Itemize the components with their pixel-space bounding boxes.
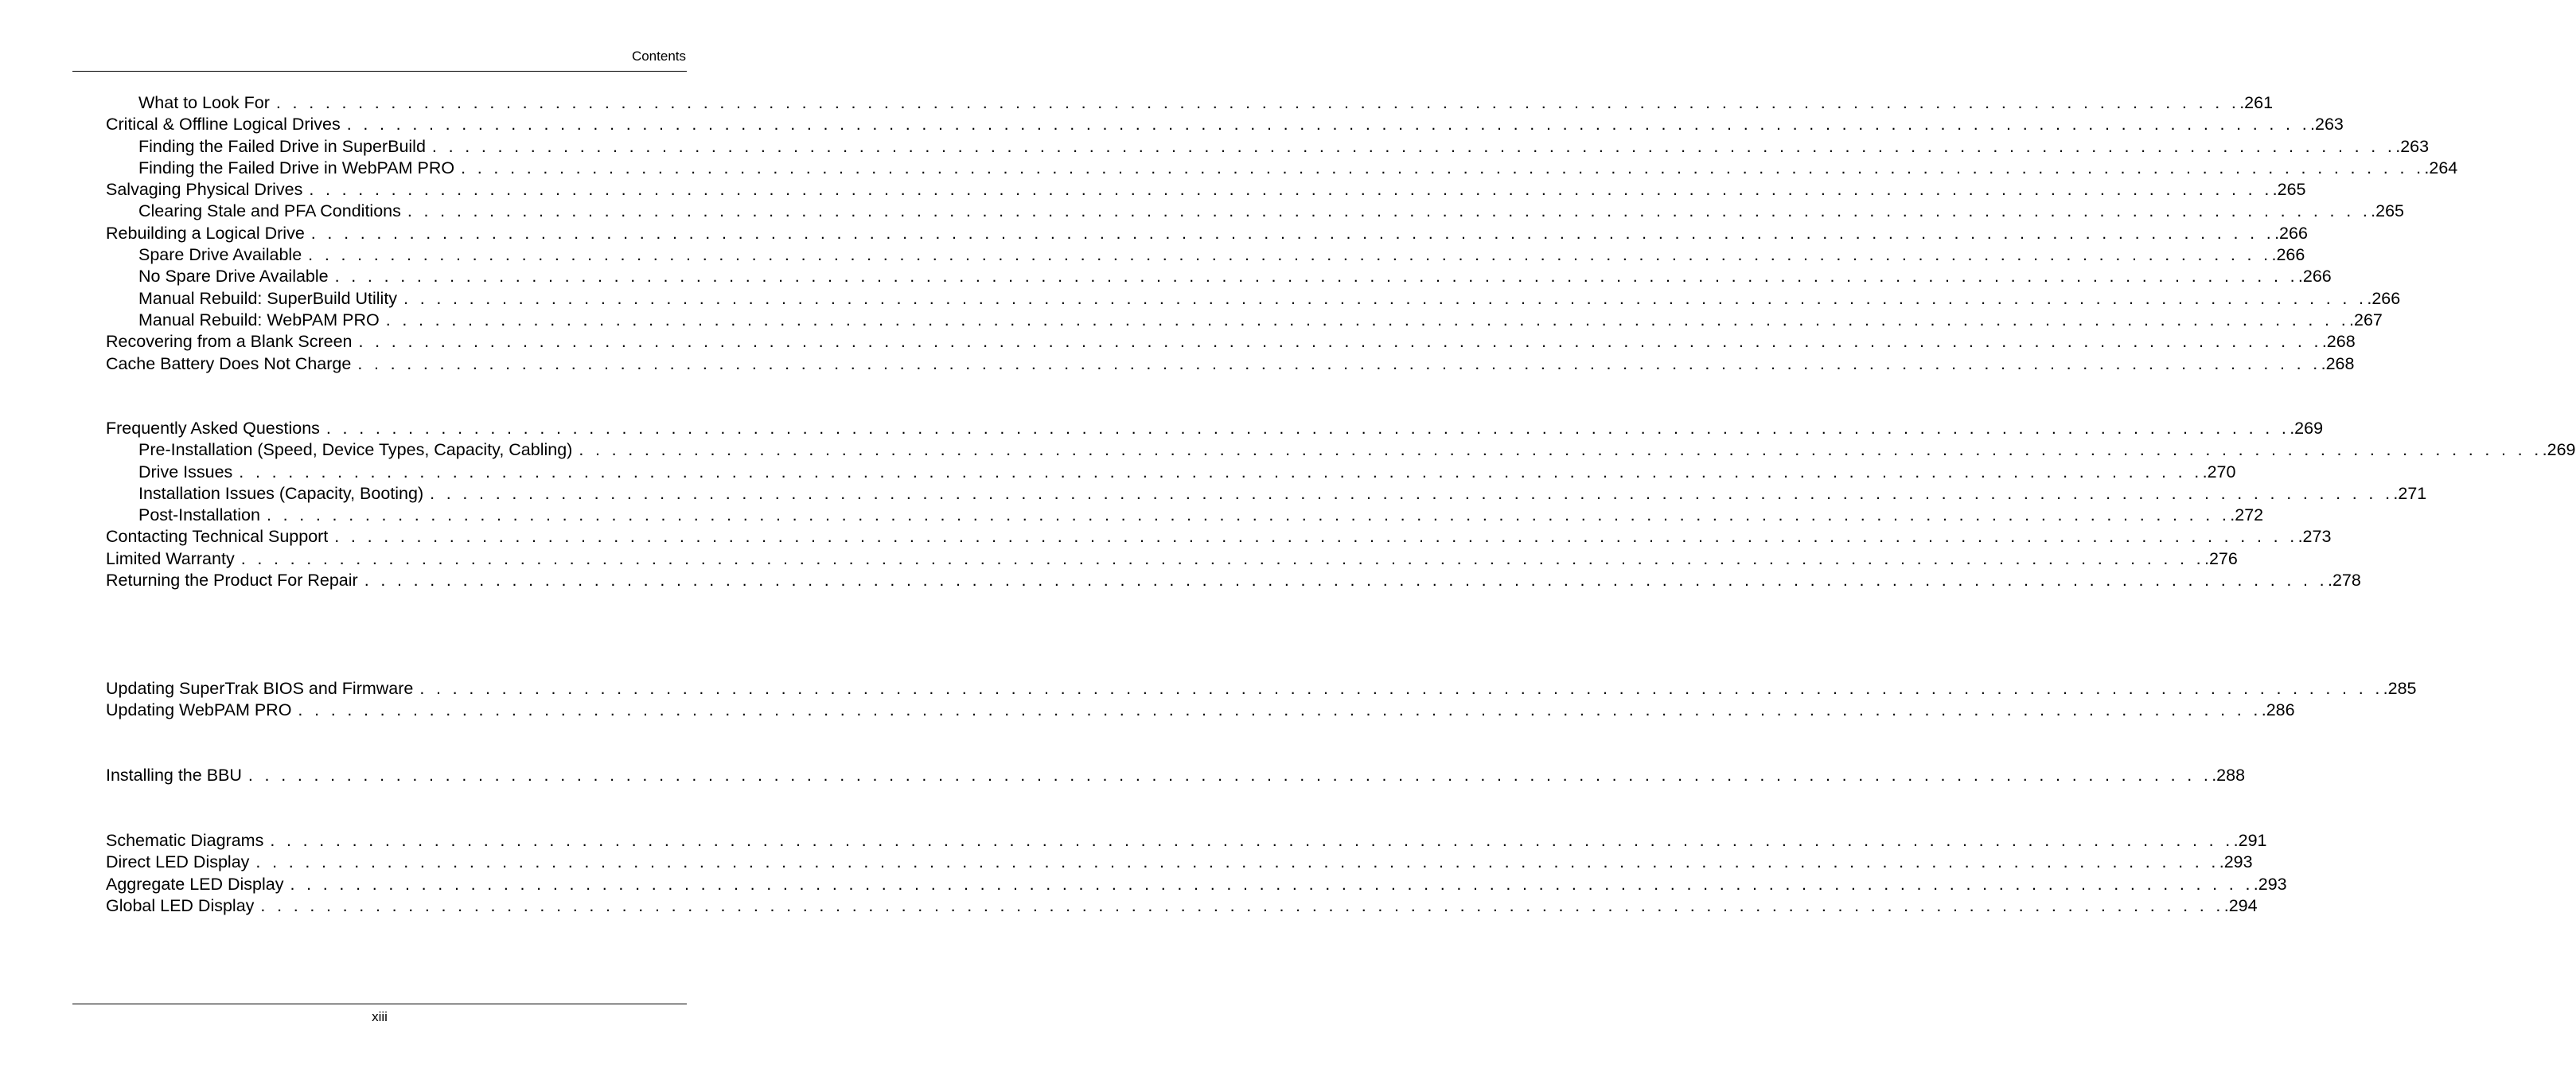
toc-entry-page: .268 <box>2321 332 2356 352</box>
toc-group <box>106 418 2576 591</box>
toc-dot-leader: . . . . . . . . . . . . . . . . . . . . . . . . . . . . . . . . . . . . . . . . . . . . . . . . . . . . . . . . . . . . . . . . . . . . . . . . . . . . . . . . . . . . . . . . . . . . . . . . . . . . . . . . . . . . . . . . . . . . . . . . <box>325 419 2290 438</box>
toc-entry-page: .266 <box>2271 245 2305 265</box>
toc-entry-title: Aggregate LED Display <box>106 874 284 894</box>
toc-entry-title: Clearing Stale and PFA Conditions <box>138 201 401 221</box>
toc-dot-leader: . . . . . . . . . . . . . . . . . . . . . . . . . . . . . . . . . . . . . . . . . . . . . . . . . . . . . . . . . . . . . . . . . . . . . . . . . . . . . . . . . . . . . . . . . . . . . . . . . . . . . . . . . . . . . . . . . . . . . . . . <box>461 158 2425 177</box>
toc-entry-title: Contacting Technical Support <box>106 527 329 547</box>
toc-dot-leader: . . . . . . . . . . . . . . . . . . . . . . . . . . . . . . . . . . . . . . . . . . . . . . . . . . . . . . . . . . . . . . . . . . . . . . . . . . . . . . . . . . . . . . . . . . . . . . . . . . . . . . . . . . . . . . . . . . . . . . . . <box>240 548 2204 568</box>
toc-entry[interactable] <box>106 244 2305 266</box>
toc-group <box>106 92 2458 375</box>
toc-entry-page: .266 <box>2274 223 2308 243</box>
toc-dot-leader: . . . . . . . . . . . . . . . . . . . . . . . . . . . . . . . . . . . . . . . . . . . . . . . . . . . . . . . . . . . . . . . . . . . . . . . . . . . . . . . . . . . . . . . . . . . . . . . . . . . . . . . . . . . . . . . . . . . . . . . . <box>255 852 2219 872</box>
toc-entry[interactable] <box>106 179 2306 201</box>
toc-group <box>106 830 2287 917</box>
toc-dot-leader: . . . . . . . . . . . . . . . . . . . . . . . . . . . . . . . . . . . . . . . . . . . . . . . . . . . . . . . . . . . . . . . . . . . . . . . . . . . . . . . . . . . . . . . . . . . . . . . . . . . . . . . . . . . . . . . . . . . . . . . . <box>247 766 2212 785</box>
toc-entry-title: Rebuilding a Logical Drive <box>106 223 305 243</box>
toc-entry-title: Spare Drive Available <box>138 245 302 265</box>
toc-group <box>106 678 2417 722</box>
toc-entry[interactable] <box>106 505 2264 526</box>
toc-entry-page: .268 <box>2321 353 2355 373</box>
toc-entry-page: .278 <box>2327 571 2361 591</box>
toc-dot-leader: . . . . . . . . . . . . . . . . . . . . . . . . . . . . . . . . . . . . . . . . . . . . . . . . . . . . . . . . . . . . . . . . . . . . . . . . . . . . . . . . . . . . . . . . . . . . . . . . . . . . . . . . . . . . . . . . . . . . . . . . <box>364 571 2328 591</box>
toc-entry-title: Finding the Failed Drive in WebPAM PRO <box>138 158 455 177</box>
toc-entry-title: Schematic Diagrams <box>106 831 264 850</box>
toc-entry-title: Installing the BBU <box>106 766 242 785</box>
toc-entry-title: What to Look For <box>138 93 270 112</box>
toc-entry-title: Pre-Installation (Speed, Device Types, Capacity, Cabling) <box>138 440 573 460</box>
toc-entry-title: Drive Issues <box>138 462 233 481</box>
toc-entry-title: Finding the Failed Drive in SuperBuild <box>138 136 426 156</box>
toc-dot-leader: . . . . . . . . . . . . . . . . . . . . . . . . . . . . . . . . . . . . . . . . . . . . . . . . . . . . . . . . . . . . . . . . . . . . . . . . . . . . . . . . . . . . . . . . . . . . . . . . . . . . . . . . . . . . . . . . . . . . . . . . <box>357 353 2321 373</box>
toc-entry-title: Returning the Product For Repair <box>106 571 358 591</box>
toc-entry-page: .263 <box>2395 136 2430 156</box>
toc-entry-title: Recovering from a Blank Screen <box>106 332 353 352</box>
toc-entry[interactable] <box>106 353 2355 375</box>
toc-entry[interactable] <box>106 548 2238 570</box>
toc-entry[interactable] <box>106 830 2267 852</box>
toc-dot-leader: . . . . . . . . . . . . . . . . . . . . . . . . . . . . . . . . . . . . . . . . . . . . . . . . . . . . . . . . . . . . . . . . . . . . . . . . . . . . . . . . . . . . . . . . . . . . . . . . . . . . . . . . . . . . . . . . . . . . . . . . <box>403 288 2368 308</box>
toc-entry[interactable] <box>106 483 2427 505</box>
toc-dot-leader: . . . . . . . . . . . . . . . . . . . . . . . . . . . . . . . . . . . . . . . . . . . . . . . . . . . . . . . . . . . . . . . . . . . . . . . . . . . . . . . . . . . . . . . . . . . . . . . . . . . . . . . . . . . . . . . . . . . . . . . . <box>260 895 2224 915</box>
toc-entry[interactable] <box>106 765 2246 786</box>
toc-entry[interactable] <box>106 439 2576 461</box>
toc-dot-leader: . . . . . . . . . . . . . . . . . . . . . . . . . . . . . . . . . . . . . . . . . . . . . . . . . . . . . . . . . . . . . . . . . . . . . . . . . . . . . . . . . . . . . . . . . . . . . . . . . . . . . . . . . . . . . . . . . . . . . . . . <box>579 440 2543 460</box>
toc-group <box>106 765 2246 786</box>
toc-entry[interactable] <box>106 462 2236 483</box>
running-header-title: Contents <box>631 49 686 64</box>
toc-entry[interactable] <box>106 874 2287 895</box>
toc-entry-page: .266 <box>2367 288 2401 308</box>
page-number: xiii <box>372 1009 388 1024</box>
toc-entry-page: .293 <box>2219 852 2253 872</box>
toc-entry-page: .266 <box>2297 267 2332 287</box>
toc-entry[interactable] <box>106 158 2458 179</box>
toc-entry[interactable] <box>106 700 2295 721</box>
toc-entry-page: .291 <box>2233 831 2267 850</box>
toc-dot-leader: . . . . . . . . . . . . . . . . . . . . . . . . . . . . . . . . . . . . . . . . . . . . . . . . . . . . . . . . . . . . . . . . . . . . . . . . . . . . . . . . . . . . . . . . . . . . . . . . . . . . . . . . . . . . . . . . . . . . . . . . <box>430 483 2394 503</box>
toc-entry-title: Manual Rebuild: SuperBuild Utility <box>138 288 398 308</box>
toc-dot-leader: . . . . . . . . . . . . . . . . . . . . . . . . . . . . . . . . . . . . . . . . . . . . . . . . . . . . . . . . . . . . . . . . . . . . . . . . . . . . . . . . . . . . . . . . . . . . . . . . . . . . . . . . . . . . . . . . . . . . . . . . <box>290 874 2254 894</box>
toc-entry[interactable] <box>106 201 2405 222</box>
toc-dot-leader: . . . . . . . . . . . . . . . . . . . . . . . . . . . . . . . . . . . . . . . . . . . . . . . . . . . . . . . . . . . . . . . . . . . . . . . . . . . . . . . . . . . . . . . . . . . . . . . . . . . . . . . . . . . . . . . . . . . . . . . . <box>266 505 2231 525</box>
toc-entry-page: .264 <box>2424 158 2458 177</box>
toc-entry-title: Manual Rebuild: WebPAM PRO <box>138 310 380 329</box>
toc-dot-leader: . . . . . . . . . . . . . . . . . . . . . . . . . . . . . . . . . . . . . . . . . . . . . . . . . . . . . . . . . . . . . . . . . . . . . . . . . . . . . . . . . . . . . . . . . . . . . . . . . . . . . . . . . . . . . . . . . . . . . . . . <box>419 679 2383 698</box>
toc-entry[interactable] <box>106 570 2361 591</box>
toc-entry-page: .265 <box>2272 180 2306 200</box>
toc-entry-page: .269 <box>2542 440 2576 460</box>
toc-entry[interactable] <box>106 223 2308 244</box>
toc-entry[interactable] <box>106 678 2417 700</box>
toc-entry-page: .293 <box>2253 874 2287 894</box>
toc-entry-page: .273 <box>2297 527 2332 547</box>
toc-entry-title: Updating SuperTrak BIOS and Firmware <box>106 679 414 698</box>
toc-dot-leader: . . . . . . . . . . . . . . . . . . . . . . . . . . . . . . . . . . . . . . . . . . . . . . . . . . . . . . . . . . . . . . . . . . . . . . . . . . . . . . . . . . . . . . . . . . . . . . . . . . . . . . . . . . . . . . . . . . . . . . . . <box>346 115 2311 134</box>
toc-dot-leader: . . . . . . . . . . . . . . . . . . . . . . . . . . . . . . . . . . . . . . . . . . . . . . . . . . . . . . . . . . . . . . . . . . . . . . . . . . . . . . . . . . . . . . . . . . . . . . . . . . . . . . . . . . . . . . . . . . . . . . . . <box>431 136 2396 156</box>
toc-entry-page: .286 <box>2261 700 2295 720</box>
toc-entry-title: Direct LED Display <box>106 852 250 872</box>
toc-entry[interactable] <box>106 288 2401 310</box>
toc-entry-page: .261 <box>2239 93 2274 112</box>
toc-entry[interactable] <box>106 114 2344 135</box>
toc-dot-leader: . . . . . . . . . . . . . . . . . . . . . . . . . . . . . . . . . . . . . . . . . . . . . . . . . . . . . . . . . . . . . . . . . . . . . . . . . . . . . . . . . . . . . . . . . . . . . . . . . . . . . . . . . . . . . . . . . . . . . . . . <box>308 245 2272 265</box>
toc-entry-page: .271 <box>2393 483 2427 503</box>
toc-entry-page: .269 <box>2290 419 2324 438</box>
toc-entry-title: Cache Battery Does Not Charge <box>106 353 352 373</box>
toc-entry-title: Critical & Offline Logical Drives <box>106 115 341 134</box>
toc-entry[interactable] <box>106 310 2383 331</box>
toc-entry-title: Post-Installation <box>138 505 260 525</box>
toc-dot-leader: . . . . . . . . . . . . . . . . . . . . . . . . . . . . . . . . . . . . . . . . . . . . . . . . . . . . . . . . . . . . . . . . . . . . . . . . . . . . . . . . . . . . . . . . . . . . . . . . . . . . . . . . . . . . . . . . . . . . . . . . <box>298 700 2262 720</box>
toc-entry-page: .267 <box>2349 310 2383 329</box>
toc-dot-leader: . . . . . . . . . . . . . . . . . . . . . . . . . . . . . . . . . . . . . . . . . . . . . . . . . . . . . . . . . . . . . . . . . . . . . . . . . . . . . . . . . . . . . . . . . . . . . . . . . . . . . . . . . . . . . . . . . . . . . . . . <box>270 831 2234 850</box>
toc-entry-page: .270 <box>2202 462 2236 481</box>
toc-dot-leader: . . . . . . . . . . . . . . . . . . . . . . . . . . . . . . . . . . . . . . . . . . . . . . . . . . . . . . . . . . . . . . . . . . . . . . . . . . . . . . . . . . . . . . . . . . . . . . . . . . . . . . . . . . . . . . . . . . . . . . . . <box>310 223 2275 243</box>
toc-entry[interactable] <box>106 852 2253 873</box>
toc-entry[interactable] <box>106 136 2430 158</box>
toc-entry-title: No Spare Drive Available <box>138 267 329 287</box>
toc-dot-leader: . . . . . . . . . . . . . . . . . . . . . . . . . . . . . . . . . . . . . . . . . . . . . . . . . . . . . . . . . . . . . . . . . . . . . . . . . . . . . . . . . . . . . . . . . . . . . . . . . . . . . . . . . . . . . . . . . . . . . . . . <box>334 267 2298 287</box>
toc-dot-leader: . . . . . . . . . . . . . . . . . . . . . . . . . . . . . . . . . . . . . . . . . . . . . . . . . . . . . . . . . . . . . . . . . . . . . . . . . . . . . . . . . . . . . . . . . . . . . . . . . . . . . . . . . . . . . . . . . . . . . . . . <box>275 93 2240 112</box>
toc-entry[interactable] <box>106 526 2332 548</box>
toc-entry[interactable] <box>106 418 2324 439</box>
toc-entry-page: .263 <box>2310 115 2344 134</box>
toc-entry-page: .265 <box>2371 201 2405 221</box>
toc-dot-leader: . . . . . . . . . . . . . . . . . . . . . . . . . . . . . . . . . . . . . . . . . . . . . . . . . . . . . . . . . . . . . . . . . . . . . . . . . . . . . . . . . . . . . . . . . . . . . . . . . . . . . . . . . . . . . . . . . . . . . . . . <box>334 527 2298 547</box>
toc-entry[interactable] <box>106 895 2258 917</box>
toc-dot-leader: . . . . . . . . . . . . . . . . . . . . . . . . . . . . . . . . . . . . . . . . . . . . . . . . . . . . . . . . . . . . . . . . . . . . . . . . . . . . . . . . . . . . . . . . . . . . . . . . . . . . . . . . . . . . . . . . . . . . . . . . <box>407 201 2371 221</box>
toc-dot-leader: . . . . . . . . . . . . . . . . . . . . . . . . . . . . . . . . . . . . . . . . . . . . . . . . . . . . . . . . . . . . . . . . . . . . . . . . . . . . . . . . . . . . . . . . . . . . . . . . . . . . . . . . . . . . . . . . . . . . . . . . <box>358 332 2322 352</box>
toc-entry-title: Frequently Asked Questions <box>106 419 320 438</box>
toc-entry-page: .285 <box>2383 679 2417 698</box>
toc-entry-page: .276 <box>2204 548 2238 568</box>
toc-entry[interactable] <box>106 92 2274 114</box>
toc-entry-page: .272 <box>2230 505 2264 525</box>
toc-dot-leader: . . . . . . . . . . . . . . . . . . . . . . . . . . . . . . . . . . . . . . . . . . . . . . . . . . . . . . . . . . . . . . . . . . . . . . . . . . . . . . . . . . . . . . . . . . . . . . . . . . . . . . . . . . . . . . . . . . . . . . . . <box>239 462 2203 481</box>
toc-entry-title: Installation Issues (Capacity, Booting) <box>138 483 424 503</box>
toc-entry-title: Global LED Display <box>106 895 255 915</box>
toc-entry[interactable] <box>106 331 2356 353</box>
toc-entry-title: Limited Warranty <box>106 548 235 568</box>
toc-entry-title: Updating WebPAM PRO <box>106 700 292 720</box>
toc-entry-title: Salvaging Physical Drives <box>106 180 303 200</box>
header-rule <box>72 71 687 72</box>
toc-entry-page: .288 <box>2212 766 2246 785</box>
toc-dot-leader: . . . . . . . . . . . . . . . . . . . . . . . . . . . . . . . . . . . . . . . . . . . . . . . . . . . . . . . . . . . . . . . . . . . . . . . . . . . . . . . . . . . . . . . . . . . . . . . . . . . . . . . . . . . . . . . . . . . . . . . . <box>309 180 2273 200</box>
toc-entry-page: .294 <box>2223 895 2258 915</box>
toc-dot-leader: . . . . . . . . . . . . . . . . . . . . . . . . . . . . . . . . . . . . . . . . . . . . . . . . . . . . . . . . . . . . . . . . . . . . . . . . . . . . . . . . . . . . . . . . . . . . . . . . . . . . . . . . . . . . . . . . . . . . . . . . <box>385 310 2350 329</box>
toc-entry[interactable] <box>106 266 2332 287</box>
